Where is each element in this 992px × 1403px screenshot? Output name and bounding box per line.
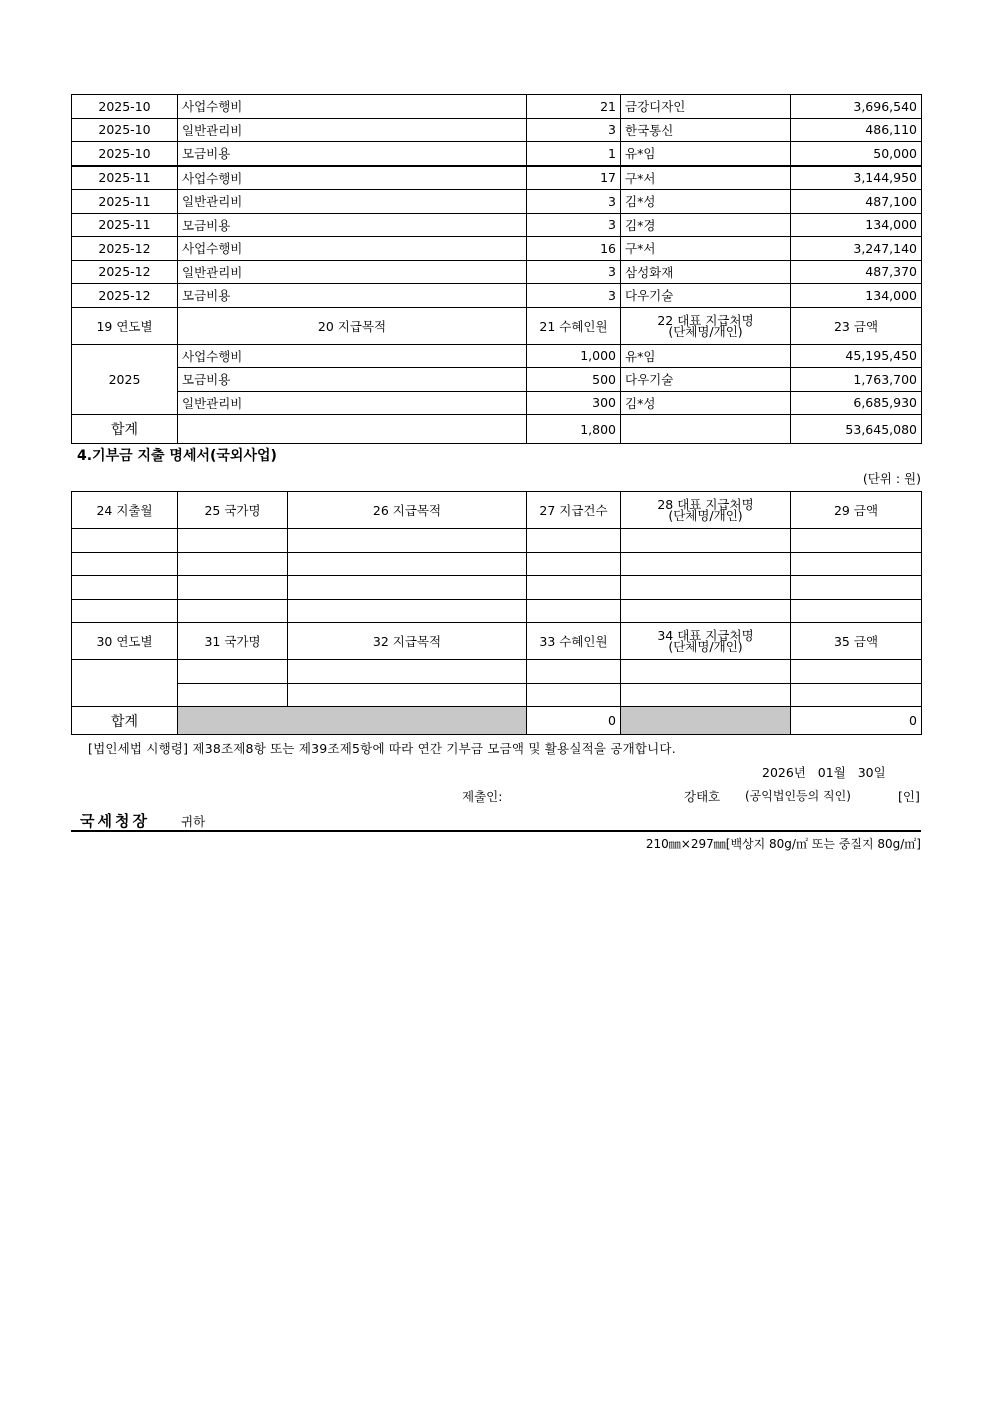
- row-month: 2025-11: [72, 190, 178, 214]
- section-4-title: 4.기부금 지출 명세서(국외사업): [77, 448, 277, 464]
- paper-spec: 210㎜×297㎜[백상지 80g/㎡ 또는 중질지 80g/㎡]: [645, 837, 921, 851]
- col-payee-header: 22 대표 지급처명 (단체명/개인): [621, 307, 791, 344]
- submitter-label: 제출인:: [462, 789, 503, 804]
- year-row-payee: 김*성: [621, 391, 791, 415]
- row-purpose: 사업수행비: [178, 95, 527, 119]
- table-row: [72, 166, 922, 190]
- year-row-purpose: 일반관리비: [178, 391, 527, 415]
- row-month: 2025-10: [72, 142, 178, 166]
- legal-notice: [법인세법 시행령] 제38조제8항 또는 제39조제5항에 따라 연간 기부금 모금액 및 활용실적을 공개합니다.: [88, 741, 676, 756]
- row-count: 3: [527, 260, 621, 284]
- row-purpose: 사업수행비: [178, 237, 527, 261]
- year-row: [72, 391, 922, 415]
- col-amount-header: 35 금액: [791, 623, 922, 660]
- row-count: 3: [527, 284, 621, 308]
- total-label: 합계: [72, 707, 178, 735]
- year-row-count: 300: [527, 391, 621, 415]
- col-purpose-header: 26 지급목적: [288, 492, 527, 529]
- row-purpose: 일반관리비: [178, 190, 527, 214]
- col-country-header: 31 국가명: [178, 623, 288, 660]
- empty-row: [72, 660, 922, 684]
- row-amount: 134,000: [791, 284, 922, 308]
- row-month: 2025-12: [72, 260, 178, 284]
- table-row: [72, 95, 922, 119]
- year-row-payee: 다우기술: [621, 368, 791, 392]
- empty-row: [72, 599, 922, 623]
- submitter-role: (공익법인등의 직인): [745, 789, 851, 803]
- row-amount: 3,144,950: [791, 166, 922, 190]
- recipient-suffix: 귀하: [181, 814, 206, 829]
- row-purpose: 일반관리비: [178, 260, 527, 284]
- row-count: 3: [527, 118, 621, 142]
- row-amount: 3,696,540: [791, 95, 922, 119]
- total-amount: 53,645,080: [791, 415, 922, 444]
- row-month: 2025-10: [72, 118, 178, 142]
- table-row: [72, 118, 922, 142]
- row-month: 2025-11: [72, 166, 178, 190]
- row-amount: 50,000: [791, 142, 922, 166]
- year-row-count: 1,000: [527, 344, 621, 368]
- row-payee: 구*서: [621, 166, 791, 190]
- total-row: [72, 707, 922, 735]
- unit-label: (단위 : 원): [862, 471, 921, 486]
- table-row: [72, 142, 922, 166]
- total-count: 1,800: [527, 415, 621, 444]
- year-row-amount: 1,763,700: [791, 368, 922, 392]
- row-month: 2025-10: [72, 95, 178, 119]
- table-row: [72, 237, 922, 261]
- year-label: 2025: [72, 344, 178, 415]
- row-month: 2025-11: [72, 213, 178, 237]
- row-count: 21: [527, 95, 621, 119]
- total-label: 합계: [72, 415, 178, 444]
- total-shaded-cell: [178, 707, 527, 735]
- row-amount: 487,100: [791, 190, 922, 214]
- year-row: [72, 344, 922, 368]
- monthly-header-row: [72, 492, 922, 529]
- monthly-rows: [72, 95, 922, 308]
- row-amount: 134,000: [791, 213, 922, 237]
- row-count: 3: [527, 190, 621, 214]
- col-payee-header: 34 대표 지급처명 (단체명/개인): [621, 623, 791, 660]
- table-row: [72, 284, 922, 308]
- row-month: 2025-12: [72, 284, 178, 308]
- col-amount-header: 23 금액: [791, 307, 922, 344]
- bottom-rule: [71, 830, 921, 832]
- year-row: [72, 368, 922, 392]
- year-row-payee: 유*임: [621, 344, 791, 368]
- year-row-purpose: 사업수행비: [178, 344, 527, 368]
- col-month-header: 24 지출월: [72, 492, 178, 529]
- submitter-name: 강태호: [684, 789, 721, 804]
- row-payee: 삼성화재: [621, 260, 791, 284]
- seal-mark: [인]: [898, 789, 920, 804]
- col-year-header: 30 연도별: [72, 623, 178, 660]
- col-count-header: 27 지급건수: [527, 492, 621, 529]
- row-purpose: 모금비용: [178, 142, 527, 166]
- year-row-purpose: 모금비용: [178, 368, 527, 392]
- foreign-expenditure-table: [71, 491, 922, 735]
- row-amount: 487,370: [791, 260, 922, 284]
- empty-row: [72, 576, 922, 600]
- total-amount: 0: [791, 707, 922, 735]
- row-count: 16: [527, 237, 621, 261]
- row-purpose: 모금비용: [178, 213, 527, 237]
- col-purpose-header: 32 지급목적: [288, 623, 527, 660]
- col-count-header: 21 수혜인원: [527, 307, 621, 344]
- col-country-header: 25 국가명: [178, 492, 288, 529]
- year-row-amount: 45,195,450: [791, 344, 922, 368]
- recipient: 국세청장: [80, 812, 150, 830]
- domestic-expenditure-table: [71, 94, 922, 444]
- col-amount-header: 29 금액: [791, 492, 922, 529]
- total-row: [72, 415, 922, 444]
- row-count: 3: [527, 213, 621, 237]
- empty-row: [72, 529, 922, 553]
- submission-date: 2026년 01월 30일: [762, 765, 886, 780]
- col-count-header: 33 수혜인원: [527, 623, 621, 660]
- row-amount: 486,110: [791, 118, 922, 142]
- row-purpose: 모금비용: [178, 284, 527, 308]
- year-row-amount: 6,685,930: [791, 391, 922, 415]
- empty-row: [72, 683, 922, 707]
- table-row: [72, 213, 922, 237]
- row-payee: 구*서: [621, 237, 791, 261]
- col-payee-header: 28 대표 지급처명 (단체명/개인): [621, 492, 791, 529]
- table-row: [72, 190, 922, 214]
- row-count: 1: [527, 142, 621, 166]
- year-row-count: 500: [527, 368, 621, 392]
- total-shaded-cell: [621, 707, 791, 735]
- row-count: 17: [527, 166, 621, 190]
- row-payee: 금강디자인: [621, 95, 791, 119]
- row-payee: 유*임: [621, 142, 791, 166]
- row-payee: 한국통신: [621, 118, 791, 142]
- row-amount: 3,247,140: [791, 237, 922, 261]
- col-purpose-header: 20 지급목적: [178, 307, 527, 344]
- total-count: 0: [527, 707, 621, 735]
- year-header-row: [72, 307, 922, 344]
- row-purpose: 사업수행비: [178, 166, 527, 190]
- row-month: 2025-12: [72, 237, 178, 261]
- total-purpose-empty: [178, 415, 527, 444]
- table-row: [72, 260, 922, 284]
- yearly-header-row: [72, 623, 922, 660]
- col-year-header: 19 연도별: [72, 307, 178, 344]
- total-payee-empty: [621, 415, 791, 444]
- row-purpose: 일반관리비: [178, 118, 527, 142]
- empty-row: [72, 552, 922, 576]
- row-payee: 다우기술: [621, 284, 791, 308]
- row-payee: 김*성: [621, 190, 791, 214]
- row-payee: 김*경: [621, 213, 791, 237]
